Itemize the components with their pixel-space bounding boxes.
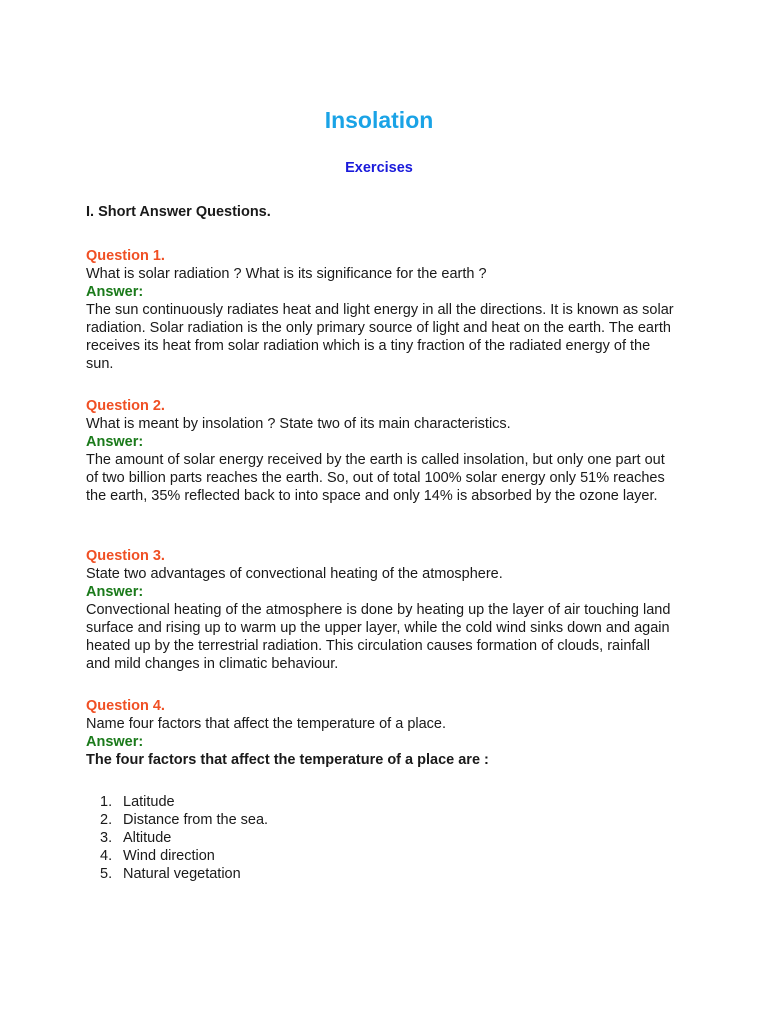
question-text: Name four factors that affect the temperature of a place. xyxy=(86,716,447,732)
question-label: Question 2. xyxy=(86,398,165,414)
question-label: Question 1. xyxy=(86,248,165,264)
list-item xyxy=(86,847,268,865)
factor-list xyxy=(86,793,268,883)
list-item-text: Latitude xyxy=(123,794,175,810)
list-item-number: 3. xyxy=(100,830,113,846)
list-item xyxy=(86,865,268,883)
list-item xyxy=(86,811,268,829)
page-title: Insolation xyxy=(324,107,434,133)
answer-intro: The four factors that affect the temperature of a place are : xyxy=(86,752,489,768)
question-label: Question 4. xyxy=(86,698,165,714)
page-subtitle: Exercises xyxy=(345,160,413,176)
section-heading: I. Short Answer Questions. xyxy=(86,204,271,220)
list-item-number: 2. xyxy=(100,812,113,828)
answer-text: The amount of solar energy received by the earth is called insolation, but only one part out of two billion parts reaches the earth. So, out of total 100% solar energy only 51% reaches the earth, 35% reflected back to into space and only 14% is absorbed by the ozone layer. xyxy=(86,452,665,504)
list-item-text: Wind direction xyxy=(123,848,215,864)
answer-label: Answer: xyxy=(86,734,144,750)
question-block-2 xyxy=(86,397,676,505)
list-item-number: 1. xyxy=(100,794,113,810)
list-item-number: 4. xyxy=(100,848,113,864)
answer-label: Answer: xyxy=(86,284,144,300)
question-text: State two advantages of convectional heating of the atmosphere. xyxy=(86,566,503,582)
question-block-4 xyxy=(86,697,676,769)
question-block-3 xyxy=(86,547,676,673)
answer-label: Answer: xyxy=(86,584,144,600)
answer-label: Answer: xyxy=(86,434,144,450)
question-block-1 xyxy=(86,247,676,373)
answer-text: Convectional heating of the atmosphere is done by heating up the layer of air touching land surface and rising up to warm up the upper layer, while the cold wind sinks down and again heated up by the terrestrial radiation. This circulation causes formation of clouds, rainfall and mild changes in climatic behaviour. xyxy=(86,602,671,672)
question-text: What is solar radiation ? What is its significance for the earth ? xyxy=(86,266,487,282)
list-item-number: 5. xyxy=(100,866,113,882)
question-label: Question 3. xyxy=(86,548,165,564)
list-item-text: Altitude xyxy=(123,830,172,846)
list-item xyxy=(86,829,268,847)
answer-text: The sun continuously radiates heat and light energy in all the directions. It is known as solar radiation. Solar radiation is the only primary source of light and heat on the earth. The earth receives its heat from solar radiation which is a tiny fraction of the radiated energy of the sun. xyxy=(86,302,674,372)
list-item-text: Natural vegetation xyxy=(123,866,241,882)
list-item xyxy=(86,793,268,811)
list-item-text: Distance from the sea. xyxy=(123,812,269,828)
question-text: What is meant by insolation ? State two of its main characteristics. xyxy=(86,416,511,432)
